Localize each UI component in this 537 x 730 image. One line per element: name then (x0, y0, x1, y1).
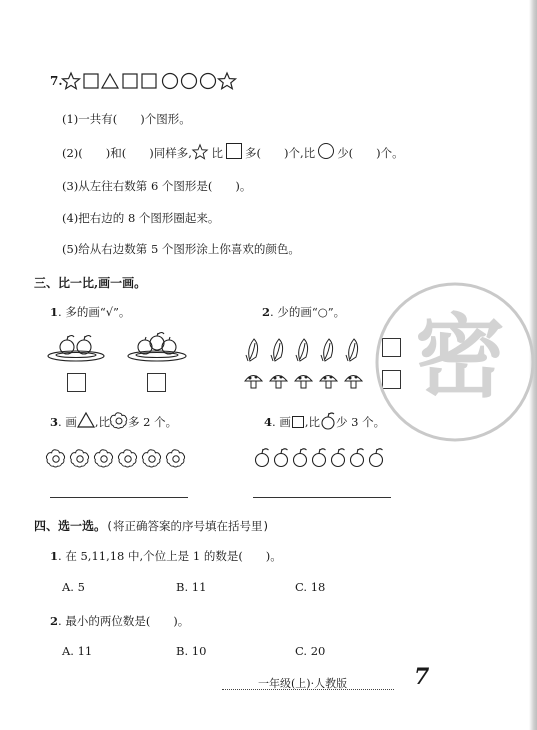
star-icon (63, 73, 80, 89)
q7-item-5: (5)给从右边数第 5 个图形涂上你喜欢的颜色。 (62, 242, 300, 256)
mushroom-icon (295, 376, 312, 389)
apple-icon (256, 449, 269, 467)
s4-q1-option-a[interactable]: A. 5 (62, 580, 85, 594)
q7-item-2-part-a: (2)( )和( )同样多, (62, 146, 192, 160)
q7-shape-row (61, 71, 261, 91)
apple-icon (332, 449, 345, 467)
corn-icon (246, 339, 258, 361)
corn-icon (271, 339, 283, 361)
circle-icon (163, 74, 178, 89)
triangle-icon (102, 74, 118, 88)
q7-item-2-part-c: 多( )个,比 (245, 146, 316, 160)
answer-line-q3[interactable] (50, 497, 188, 498)
square-icon (142, 74, 156, 88)
q7-item-2-part-b: 比 (211, 146, 224, 160)
answer-box-plate-1[interactable] (67, 373, 86, 392)
apple-icon (294, 449, 307, 467)
stamp-character: 密 (415, 305, 505, 410)
apple-icon (370, 449, 383, 467)
s4-q1 (50, 548, 282, 564)
answer-box-plate-2[interactable] (147, 373, 166, 392)
flower-icon (110, 412, 128, 430)
triangle-icon (77, 412, 95, 428)
s4-q2-option-c[interactable]: C. 20 (295, 644, 326, 658)
s3-q3-mid: ,比 (94, 415, 110, 429)
s3-q4-post: 少 3 个。 (335, 415, 386, 429)
flower-icon (70, 450, 88, 467)
s4-q1-text: . 在 5,11,18 中,个位上是 1 的数是( )。 (58, 549, 282, 563)
apple-icon (320, 412, 336, 430)
flower-icon (46, 450, 64, 467)
section-4-note: (将正确答案的序号填在括号里) (106, 519, 270, 533)
s3-q4-number: 4 (264, 415, 273, 429)
s4-q2-number: 2 (50, 614, 59, 628)
corn-icon (346, 339, 358, 361)
corn-icon (296, 339, 308, 361)
plate-two-apples-icon (46, 334, 106, 364)
s4-q1-option-b[interactable]: B. 11 (176, 580, 207, 594)
square-icon (292, 416, 304, 428)
q7-number: 7. (50, 74, 63, 88)
s3-q2-number: 2 (262, 305, 271, 319)
footer-dotted-line (222, 689, 394, 690)
section-3-title: 三、比一比,画一画。 (34, 276, 147, 290)
s3-q4-pre: . 画 (272, 415, 291, 429)
square-icon (84, 74, 98, 88)
apple-row-icon (254, 447, 394, 469)
s3-q1 (50, 304, 130, 320)
page-number: 7 (414, 664, 430, 690)
q7-item-2 (62, 143, 404, 161)
section-4-heading (34, 517, 269, 534)
s3-q2 (262, 304, 345, 320)
s4-q2-text: . 最小的两位数是( )。 (58, 614, 190, 628)
star-icon (219, 73, 236, 89)
mushroom-icon (270, 376, 287, 389)
square-icon (226, 143, 242, 159)
circle-icon (318, 143, 334, 159)
s4-q1-option-c[interactable]: C. 18 (295, 580, 326, 594)
s3-q4-mid: ,比 (304, 415, 320, 429)
star-icon (192, 144, 208, 160)
flower-icon (142, 450, 160, 467)
apple-icon (351, 449, 364, 467)
secret-stamp-seal (360, 282, 505, 432)
flower-icon (166, 450, 184, 467)
s3-q3 (50, 412, 177, 430)
apple-icon (275, 449, 288, 467)
s3-q3-number: 3 (50, 415, 59, 429)
mushroom-icon (320, 376, 337, 389)
q7-item-3: (3)从左往右数第 6 个图形是( )。 (62, 179, 252, 193)
plate-three-apples-icon (126, 332, 188, 364)
mushroom-row-icon (244, 372, 369, 390)
s3-q2-text: . 少的画“○”。 (270, 305, 346, 319)
s3-q3-pre: . 画 (58, 415, 77, 429)
s4-q2 (50, 613, 189, 629)
s3-q1-number: 1 (50, 305, 59, 319)
s4-q2-option-b[interactable]: B. 10 (176, 644, 207, 658)
q7-item-1: (1)一共有( )个图形。 (62, 112, 191, 126)
flower-row-icon (46, 448, 192, 470)
corn-row-icon (244, 337, 369, 363)
s3-q1-text: . 多的画“√”。 (58, 305, 131, 319)
flower-icon (118, 450, 136, 467)
q7-item-4: (4)把右边的 8 个图形圈起来。 (62, 211, 220, 225)
corn-icon (321, 339, 333, 361)
square-icon (123, 74, 137, 88)
flower-icon (94, 450, 112, 467)
footer-book-title: 一年级(上)·人教版 (258, 677, 348, 690)
q7-item-2-part-d: 少( )个。 (337, 146, 404, 160)
section-4-title: 四、选一选。 (34, 519, 107, 533)
mushroom-icon (245, 376, 262, 389)
circle-icon (201, 74, 216, 89)
s4-q2-option-a[interactable]: A. 11 (62, 644, 93, 658)
circle-icon (182, 74, 197, 89)
s3-q3-post: 多 2 个。 (127, 415, 178, 429)
apple-icon (313, 449, 326, 467)
s4-q1-number: 1 (50, 549, 59, 563)
answer-line-q4[interactable] (253, 497, 391, 498)
